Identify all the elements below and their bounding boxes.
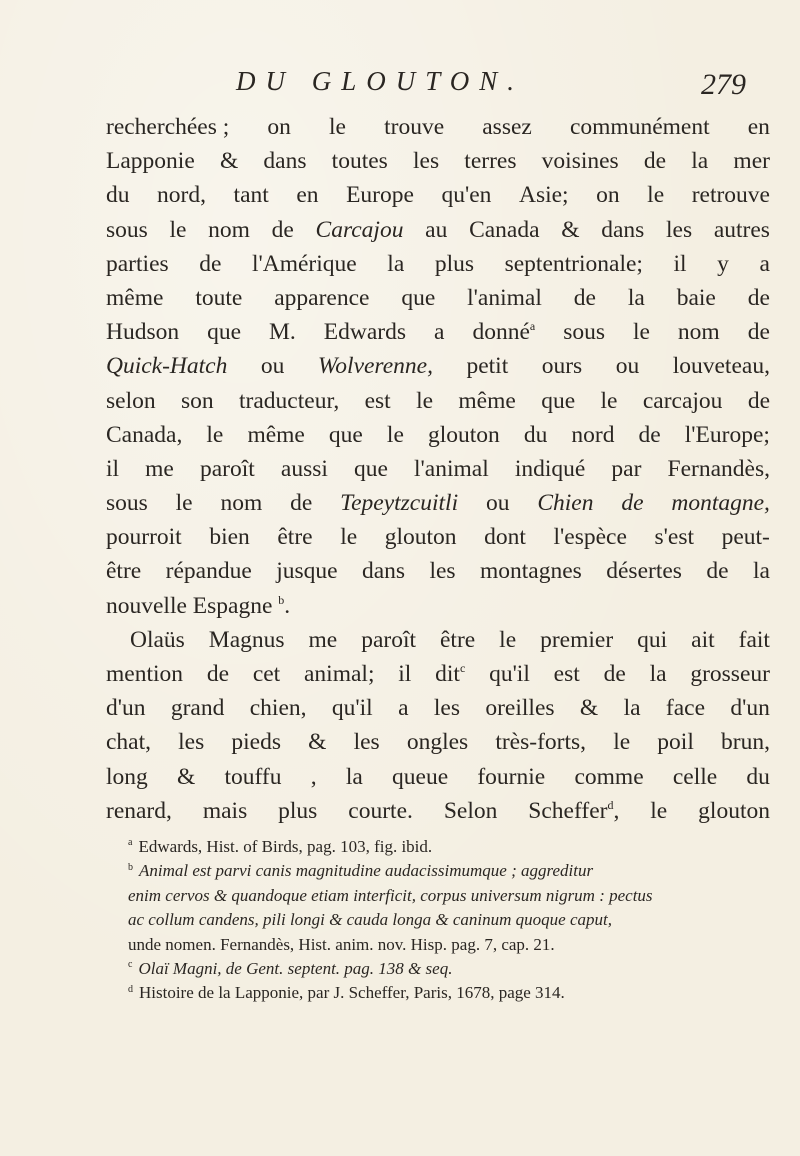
word: apparence [274,284,370,311]
word: , [310,763,317,790]
text-line [106,520,770,554]
word: l'Europe; [684,421,770,448]
word: carcajou [642,387,723,414]
word: la [752,558,770,585]
footnote-text: unde nomen. Fernandès, Hist. anim. nov. Hisp. pag. 7, cap. 21. [128,934,555,954]
word: Edwards [323,319,407,346]
word: sous [106,216,148,243]
word: Olaüs [130,626,185,653]
word: ours [541,353,583,380]
word: queue [392,763,449,790]
footnote-text: Olaï Magni, de Gent. septent. pag. 138 & seq. [138,958,453,978]
word: a [759,250,770,277]
word: chat, [106,729,152,756]
word: on [267,114,291,140]
word: de [643,148,667,175]
word: y [717,250,729,277]
word: pieds [231,729,282,756]
word: brun, [721,729,770,756]
word: peut- [721,524,770,551]
word: autres [713,216,770,243]
word: aussi [280,455,328,482]
word: toute [195,284,243,311]
word: selon [106,387,156,414]
word: d'un [730,695,770,722]
word: de [290,490,313,517]
footnote-text: Histoire de la Lapponie, par J. Scheffer, Paris, 1678, page 314. [139,983,565,1003]
word: glouton [384,524,457,551]
word: petit [466,353,509,380]
word-italic: Quick-Hatch [106,353,228,380]
word: louveteau, [672,353,770,380]
word: donné [472,319,530,346]
word: l'animal [467,284,542,311]
word: la [691,148,709,175]
word: Europe [346,182,414,209]
word: son [180,387,214,414]
word: mention [106,661,184,687]
text-line [106,589,770,623]
word: que [207,319,242,346]
text-line [106,623,770,657]
text-line [106,144,770,178]
word: très-forts, [495,729,587,756]
word: que [353,455,388,482]
word: la [623,695,641,722]
word: les [666,216,693,243]
word: chien, [249,695,307,722]
word-with-note: Schefferd, [528,794,619,828]
word: il [398,661,412,687]
word-with-note: Espagne b. [193,589,290,623]
word: trouve [384,114,445,140]
word: ait [691,626,715,653]
word: le [600,387,618,414]
word: fournie [477,763,546,790]
word: dont [484,524,526,551]
word: en [296,182,319,209]
word: nom [208,216,250,243]
word: nouvelle [106,592,187,619]
word: parties [106,250,169,277]
footnote-b [128,859,768,883]
text-line [106,247,770,281]
word: du [746,763,770,790]
word: long [106,763,148,790]
word: être [439,626,476,653]
word: Magnus [208,626,285,653]
footnote-text: Edwards, Hist. of Birds, pag. 103, fig. ibid. [138,837,433,856]
word: est [553,661,580,687]
word: sous [106,490,148,517]
word: comme [574,763,644,790]
word: mer [733,148,770,175]
word: le [650,797,668,824]
word: paroît [199,455,255,482]
word: a [434,319,445,346]
word: le [175,490,193,517]
text-line [106,657,770,691]
word: oreilles [485,695,555,722]
word: du [523,421,548,448]
word: toutes [331,148,388,175]
word: retrouve [691,182,770,209]
word: ou [615,353,640,380]
footnotes [128,835,768,1006]
word: & [561,216,580,243]
word: de [747,284,770,311]
word: de [271,216,294,243]
word: de [747,387,770,414]
word: que [328,421,363,448]
word-with-note: donnéa [472,315,535,349]
word-italic: montagne, [671,490,770,517]
word: mais [202,797,248,824]
word: & [219,148,239,175]
body-text [106,110,770,828]
word: Selon [443,797,498,824]
word: dans [601,216,645,243]
word: qui [637,626,668,653]
word: recherchées ; [106,114,230,140]
word: la [627,284,645,311]
text-line [106,554,770,588]
word: même [458,387,516,414]
word: être [106,558,142,585]
word: il [106,455,120,482]
word: l'espèce [553,524,627,551]
word: qu'en [441,182,492,209]
word: être [277,524,313,551]
text-line [106,384,770,418]
word: face [665,695,706,722]
word: de [206,661,230,687]
word: celle [672,763,718,790]
word: de [603,661,626,687]
word: le [416,387,434,414]
word: tant [233,182,269,209]
running-head [150,60,770,104]
word: qu'il [489,661,530,687]
word: de [747,319,770,346]
word: Scheffer [528,797,608,824]
word: assez [482,114,532,140]
word: glouton [698,797,770,824]
word: M. [269,319,296,346]
word: dans [263,148,307,175]
word: la [649,661,667,687]
word: est [364,387,391,414]
word: Espagne [192,592,273,619]
word: renard, [106,797,172,824]
footnote-mark: c [128,959,133,971]
word-italic: de [621,490,644,517]
word: cet [252,661,281,687]
text-line [106,315,770,349]
word: le [647,182,665,209]
word: du [106,182,130,209]
word: le [169,216,187,243]
word: & [579,695,599,722]
running-title: DU GLOUTON. [235,66,525,96]
word: de [573,284,596,311]
word: & [308,729,327,756]
word: Canada, [106,421,183,448]
word: la [345,763,363,790]
word: nord, [157,182,206,209]
word: communément [569,114,710,140]
word: même [106,284,164,311]
word-italic: Tepeytzcuitli [340,490,459,517]
footnote-b-continued [128,908,768,932]
word: me [308,626,338,653]
word: fait [738,626,770,653]
word: courte. [348,797,413,824]
word: le [329,114,346,140]
word: l'animal [414,455,489,482]
word: baie [676,284,716,311]
word-italic: Wolverenne, [317,353,433,380]
word: désertes [606,558,682,585]
word: montagnes [480,558,582,585]
footnote-text: Animal est parvi canis magnitudine audacissimumque ; aggreditur [139,861,594,881]
word: Hudson [106,319,180,346]
text-line [106,452,770,486]
page-number: 279 [701,68,746,101]
word: de [199,250,222,277]
word: le [613,729,631,756]
word: de [706,558,729,585]
footnote-d [128,981,768,1005]
footnote-mark: b [128,861,133,873]
word: nom [220,490,263,517]
text-line [106,794,770,828]
word: on [596,182,620,209]
footnote-text: enim cervos & quandoque etiam interficit, corpus universum nigrum : pectus [128,885,653,905]
word: septentrionale; [504,250,643,277]
footnote-a [128,835,768,859]
word: jusque [276,558,338,585]
footnote-b-continued [128,884,768,908]
word: les [433,695,460,722]
word: Lapponie [106,148,195,175]
word: grand [170,695,225,722]
word: ongles [406,729,469,756]
word: le [632,319,650,346]
word: ou [260,353,285,380]
word: répandue [165,558,252,585]
word: glouton [427,421,500,448]
text-line [106,349,770,383]
word: plus [434,250,475,277]
word: Fernandès, [667,455,770,482]
word-italic: Chien [537,490,594,517]
word: le [499,626,517,653]
word: même [247,421,305,448]
text-line [106,110,770,144]
word: me [145,455,174,482]
word: de [638,421,661,448]
word: voisines [541,148,619,175]
word: Asie; [518,182,569,209]
word: en [747,114,770,140]
word: le [206,421,224,448]
word: nom [677,319,720,346]
text-line [106,418,770,452]
word: ou [485,490,510,517]
word: dans [361,558,406,585]
text-line [106,760,770,794]
word: poil [657,729,694,756]
word: les [429,558,456,585]
word: les [178,729,205,756]
word-italic: Carcajou [315,216,404,243]
word: a [398,695,409,722]
word: dit [435,661,460,687]
word: pourroit [106,524,182,551]
footnote-c [128,957,768,981]
word: grosseur [690,661,770,687]
word-with-note: ditc [435,657,465,691]
text-line [106,725,770,759]
word: nord [571,421,615,448]
text-line [106,281,770,315]
footnote-text: ac collum candens, pili longi & cauda longa & caninum quoque caput, [128,910,612,930]
word: au [425,216,448,243]
footnote-mark: a [128,837,133,849]
word: s'est [654,524,694,551]
word: terres [464,148,517,175]
word: paroît [361,626,417,653]
word: Canada [469,216,540,243]
word: l'Amérique [251,250,357,277]
word: qu'il [331,695,373,722]
word: traducteur, [239,387,340,414]
word: touffu [224,763,282,790]
word: que [541,387,576,414]
text-line [106,691,770,725]
text-line [106,178,770,212]
word: les [353,729,380,756]
word: que [401,284,436,311]
word: le [386,421,404,448]
footnote-mark: d [128,983,133,995]
word: animal; [304,661,375,687]
word: plus [278,797,318,824]
word: le [340,524,358,551]
word: les [413,148,440,175]
word: d'un [106,695,146,722]
text-line [106,486,770,520]
word: premier [540,626,614,653]
footnote-b-continued [128,933,768,957]
text-line [106,213,770,247]
word: bien [209,524,250,551]
word: indiqué [514,455,586,482]
word: par [611,455,642,482]
word: sous [563,319,605,346]
word: il [673,250,687,277]
word: la [387,250,405,277]
word: & [177,763,196,790]
